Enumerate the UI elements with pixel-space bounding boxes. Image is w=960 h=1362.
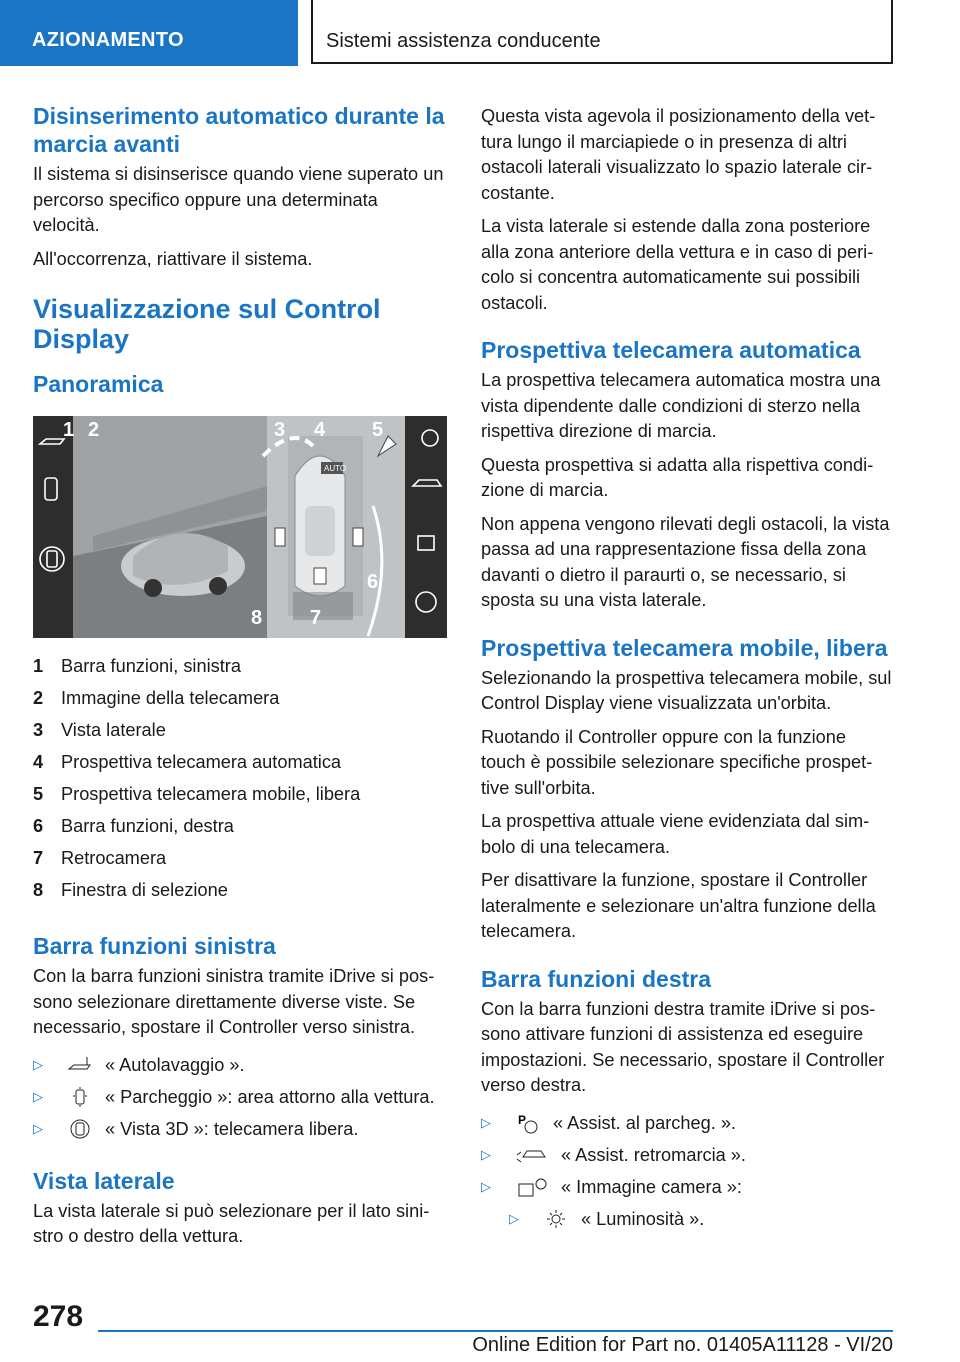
list-item: 3 Vista laterale	[33, 720, 166, 740]
car-wash-icon	[67, 1055, 93, 1075]
heading-prospettiva-automatica: Prospettiva telecamera automatica	[481, 337, 861, 363]
bullet-triangle-icon: ▷	[481, 1114, 491, 1130]
paragraph: Non appena vengono rilevati degli ostacoli, la vista passa ad una rappresentazione fissa della zona davanti o dietro il paraurti o, se necessario, si sposta su una vista laterale.	[481, 513, 890, 610]
bullet-triangle-icon: ▷	[481, 1146, 491, 1162]
bullet-triangle-icon: ▷	[33, 1088, 43, 1104]
list-item: 6 Barra funzioni, destra	[33, 816, 234, 836]
list-item: ▷ « Autolavaggio ».	[33, 1049, 447, 1081]
figure-label-7: 7	[310, 607, 322, 629]
list-item: 5 Prospettiva telecamera mobile, libera	[33, 784, 361, 804]
list-item: 1 Barra funzioni, sinistra	[33, 656, 241, 676]
paragraph: Selezionando la prospettiva telecamera mobile, sul Control Display viene visualizzata un'orbita.	[481, 667, 892, 713]
reversing-assistant-icon	[515, 1145, 549, 1165]
svg-text:P: P	[518, 1112, 527, 1127]
paragraph: Il sistema si disinserisce quando viene superato un percorso specifico oppure una determinata velocità.	[33, 164, 444, 235]
heading-prospettiva-mobile: Prospettiva telecamera mobile, libera	[481, 634, 888, 661]
paragraph: Ruotando il Controller oppure con la funzione touch è possibile selezionare specifiche prospettive sull'orbita.	[481, 726, 873, 798]
heading-visualizzazione: Visualizzazione sul Control Display	[33, 294, 381, 354]
list-item: ▷ « Parcheggio »: area attorno alla vettura.	[33, 1081, 447, 1113]
left-column	[33, 102, 447, 1258]
list-item: ▷ « Luminosità ».	[481, 1203, 893, 1235]
paragraph: All'occorrenza, riattivare il sistema.	[33, 248, 313, 269]
list-item: ▷ P « Assist. al parcheg. ».	[481, 1107, 893, 1139]
paragraph: Per disattivare la funzione, spostare il Controller lateralmente e selezionare un'altra funzione della telecamera.	[481, 870, 876, 941]
list-item: 2 Immagine della telecamera	[33, 688, 280, 708]
list-item: ▷ « Assist. retromarcia ».	[481, 1139, 893, 1171]
paragraph: La vista laterale si può selezionare per il lato sinistro o destro della vettura.	[33, 1200, 430, 1246]
figure-label-8: 8	[251, 607, 263, 629]
figure-label-1: 1	[63, 419, 75, 441]
figure-label-3: 3	[274, 419, 286, 441]
3d-view-icon	[67, 1118, 93, 1140]
heading-barra-sinistra: Barra funzioni sinistra	[33, 933, 276, 959]
right-column	[481, 104, 893, 1235]
bullet-triangle-icon: ▷	[33, 1056, 43, 1072]
brightness-icon	[543, 1209, 569, 1229]
paragraph: Questa prospettiva si adatta alla rispettiva condizione di marcia.	[481, 454, 874, 500]
header-section-tab	[0, 0, 298, 66]
figure-label-6: 6	[367, 571, 379, 593]
list-item: 7 Retrocamera	[33, 848, 167, 868]
camera-overview-figure	[33, 416, 447, 638]
footer-divider	[98, 1330, 893, 1332]
footer-edition: Online Edition for Part no. 01405A11128 - VI/20	[472, 1334, 893, 1356]
legend-list	[33, 650, 447, 906]
heading-vista-laterale: Vista laterale	[33, 1167, 175, 1194]
bullet-triangle-icon: ▷	[481, 1178, 491, 1194]
camera-figure-illustration	[33, 416, 447, 638]
list-item: ▷ « Immagine camera »:	[481, 1171, 893, 1203]
paragraph: Questa vista agevola il posizionamento della vettura lungo il marciapiede o in presenza di altri ostacoli laterali visualizzato lo spazio laterale circostante.	[481, 106, 876, 203]
parking-top-view-icon	[67, 1086, 93, 1108]
header-section: AZIONAMENTO	[32, 29, 184, 51]
camera-settings-icon	[515, 1176, 549, 1198]
page-number: 278	[33, 1300, 84, 1333]
paragraph: Con la barra funzioni destra tramite iDrive si possono attivare funzioni di assistenza ed eseguire impostazioni. Se necessario, spostare il Controller verso destra.	[481, 998, 885, 1095]
figure-label-4: 4	[314, 419, 326, 441]
paragraph: La vista laterale si estende dalla zona posteriore alla zona anteriore della vettura e in caso di pericolo si concentra automaticamente sui possibili ostacoli.	[481, 216, 874, 313]
figure-label-5: 5	[372, 419, 384, 441]
heading-disinserimento: Disinserimento automatico durante la marcia avanti	[33, 103, 445, 157]
parking-assistant-icon	[515, 1112, 541, 1134]
header-chapter: Sistemi assistenza conducente	[326, 30, 601, 52]
heading-barra-destra: Barra funzioni destra	[481, 965, 712, 992]
figure-label-2: 2	[88, 419, 100, 441]
list-item: 8 Finestra di selezione	[33, 880, 228, 900]
paragraph: La prospettiva telecamera automatica mostra una vista dipendente dalle condizioni di sterzo nella rispettiva direzione di marcia.	[481, 370, 881, 441]
paragraph: La prospettiva attuale viene evidenziata dal simbolo di una telecamera.	[481, 811, 870, 857]
header-chapter-box	[311, 0, 893, 64]
bullet-triangle-icon: ▷	[509, 1210, 519, 1226]
list-item: 4 Prospettiva telecamera automatica	[33, 752, 342, 772]
heading-panoramica: Panoramica	[33, 371, 164, 397]
paragraph: Con la barra funzioni sinistra tramite iDrive si possono selezionare direttamente diverse viste. Se necessario, spostare il Controller verso sinistra.	[33, 966, 435, 1037]
bullet-triangle-icon: ▷	[33, 1120, 43, 1136]
figure-auto-label: AUTO	[324, 464, 347, 473]
list-item: ▷ « Vista 3D »: telecamera libera.	[33, 1113, 447, 1145]
